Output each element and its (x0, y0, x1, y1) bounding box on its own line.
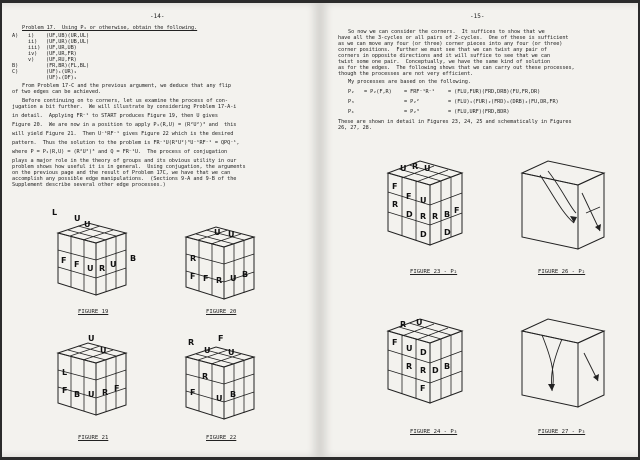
text-line: will yield Figure 21. Then U⁻¹RF⁻¹ gives Figure 22 which is the desired (12, 131, 234, 137)
text-line: corners in opposite directions and it will suffice to see that we can (338, 53, 551, 59)
handwritten-letter: D (444, 228, 451, 237)
handwritten-letter: B (444, 362, 451, 371)
text-line: Supplement describe several other edge processes.) (12, 182, 166, 188)
text-line: of two edges can be achieved. (12, 89, 102, 95)
handwritten-letter: F (62, 386, 68, 395)
handwritten-letter: U (214, 228, 221, 237)
figure-21-cube (50, 329, 140, 429)
figure-24-cube (380, 307, 476, 417)
handwritten-letter: B (444, 210, 451, 219)
list-number: ii) (28, 39, 38, 45)
list-number: i) (28, 33, 35, 39)
text-line: accomplish any possible edge manipulations. (Sections 9-A and 9-B of the (12, 176, 237, 182)
handwritten-letter: R (412, 162, 419, 171)
list-number: v) (28, 57, 35, 63)
list-label: A) (12, 33, 19, 39)
list-item: (UF)₁(UR)₁ (46, 69, 77, 75)
handwritten-letter: U (400, 164, 407, 173)
handwritten-letter: F (454, 206, 460, 215)
figure-caption: FIGURE 24 - P₃ (410, 429, 458, 435)
handwritten-letter: U (204, 346, 211, 355)
figure-caption: FIGURE 27 - P₃ (538, 429, 586, 435)
handwritten-letter: R (432, 212, 439, 221)
book-spread (2, 3, 638, 457)
handwritten-letter: D (420, 230, 427, 239)
handwritten-letter: U (420, 196, 427, 205)
text-line: twist some one pair. Conceptually, we have the same kind of solution (338, 59, 551, 65)
equation-result: = (FLU,URF)(FRD,BDR) (448, 109, 510, 115)
text-line: Before continuing on to corners, let us examine the process of con- (22, 98, 228, 104)
handwritten-letter: F (392, 182, 398, 191)
list-item: (UF,UR,FR) (46, 51, 77, 57)
list-item: (UF)₁(DF)₁ (46, 75, 77, 81)
handwritten-letter: B (74, 390, 81, 399)
handwritten-letter: U (424, 164, 431, 173)
right-page (320, 3, 638, 457)
handwritten-letter: R (420, 212, 427, 221)
text-line: So now we can consider the corners. It suffices to show that we (348, 29, 545, 35)
handwritten-letter: R (400, 320, 407, 329)
text-line: My processes are based on the following. (348, 79, 471, 85)
cube-drawing (58, 223, 126, 295)
handwritten-letter: R (392, 200, 399, 209)
text-line: though the processes are not very efficient. (338, 71, 474, 77)
cube-drawing (58, 343, 126, 415)
arrow-paths (540, 171, 601, 231)
text-line: as for the edges. The following shows that we can carry out these processes, (338, 65, 575, 71)
handwritten-letter: F (218, 334, 224, 343)
handwritten-letter: U (230, 274, 237, 283)
handwritten-letter: D (406, 210, 413, 219)
handwritten-letter: R (102, 388, 109, 397)
handwritten-letter: D (432, 366, 439, 375)
list-item: (UF,UR)(UB,UL) (46, 39, 90, 45)
handwritten-letter: B (130, 254, 137, 263)
handwritten-letter: U (228, 348, 235, 357)
handwritten-letter: F (61, 256, 67, 265)
figure-caption: FIGURE 20 (206, 309, 237, 315)
cube-drawing (186, 227, 254, 299)
text-line: 26, 27, 28. (338, 125, 372, 131)
handwritten-letter: F (420, 384, 426, 393)
list-label: C) (12, 69, 19, 75)
figure-22-cube (178, 333, 268, 429)
list-item: (UF,UR,UB) (46, 45, 77, 51)
figure-caption: FIGURE 26 - P₂ (538, 269, 586, 275)
handwritten-letter: U (228, 230, 235, 239)
handwritten-letter: F (203, 274, 209, 283)
list-label: B) (12, 63, 19, 69)
text-line: have all the 3-cycles or all pairs of 2-cycles. One of these is sufficient (338, 35, 569, 41)
figure-caption: FIGURE 21 (78, 435, 109, 441)
equation-rhs: = P₂³ (404, 109, 420, 115)
handwritten-letter: F (190, 272, 196, 281)
equation-mid: = P₂(F,R) (364, 89, 392, 95)
handwritten-letter: R (216, 276, 223, 285)
cube-outline (522, 319, 604, 407)
handwritten-letter: U (216, 394, 223, 403)
figure-19-cube (50, 203, 140, 303)
text-line: corner positions. Further we must see that we can twist any pair of (338, 47, 547, 53)
text-line: problem shows how useful it is in general. Using conjugation, the arguments (12, 164, 246, 170)
equation-lhs: P₄ (348, 109, 355, 115)
text-line: pattern. Thus the solution to the problem is FR⁻¹U(R²U²)³U⁻¹RF⁻¹ = QPQ⁻¹, (12, 140, 240, 146)
page-number: -15- (470, 13, 485, 20)
handwritten-letter: U (88, 390, 95, 399)
figure-caption: FIGURE 19 (78, 309, 109, 315)
arrow-paths (542, 335, 599, 391)
list-item: (FR,BR)(FL,BL) (46, 63, 90, 69)
handwritten-letter: R (190, 254, 197, 263)
handwritten-letter: U (110, 260, 117, 269)
handwritten-letter: R (188, 338, 195, 347)
handwritten-letter: U (100, 346, 107, 355)
handwritten-letter: F (406, 192, 412, 201)
handwritten-letter: L (62, 368, 68, 377)
figure-23-cube (380, 149, 476, 259)
text-line: as we can move any four (or three) corner pieces into any four (or three) (338, 41, 563, 47)
handwritten-letter: F (190, 388, 196, 397)
handwritten-letter: F (392, 338, 398, 347)
figure-caption: FIGURE 23 - P₂ (410, 269, 458, 275)
cube-drawing (186, 347, 254, 419)
handwritten-letter: U (84, 220, 91, 229)
handwritten-letter: U (87, 264, 94, 273)
problem-title: Problem 17. Using P₁ or otherwise, obtain the following. (22, 25, 198, 31)
text-line: where P = P₁(R,U) = (R²U²)³ and Q = FR⁻¹U. The process of conjugation (12, 149, 228, 155)
handwritten-letter: R (99, 264, 106, 273)
handwritten-letter: U (416, 318, 423, 327)
figure-caption: FIGURE 22 (206, 435, 237, 441)
handwritten-letter: B (242, 270, 249, 279)
handwritten-letter: U (74, 214, 81, 223)
text-line: plays a major role in the theory of groups and its obvious utility in our (12, 158, 237, 164)
handwritten-letter: U (88, 334, 95, 343)
figure-26-schematic (512, 153, 612, 257)
handwritten-letter: D (420, 348, 427, 357)
text-line: on the previous page and the result of Problem 17C, we have that we can (12, 170, 231, 176)
text-line: jugation a bit further. We will illustrate by considering Problem 17-A-i (12, 104, 237, 110)
handwritten-letter: F (114, 384, 120, 393)
handwritten-letter: R (420, 366, 427, 375)
list-item: (UF,RU,FR) (46, 57, 77, 63)
page-number: -14- (150, 13, 165, 20)
equation-rhs: = FRF⁻¹R⁻¹ (404, 89, 435, 95)
cube-outline (522, 161, 604, 249)
equation-lhs: P₃ (348, 99, 355, 105)
left-page (2, 3, 320, 457)
text-line: These are shown in detail in Figures 23, 24, 25 and schematically in Figures (338, 119, 572, 125)
list-number: iv) (28, 51, 38, 57)
list-item: (UF,UB)(UR,UL) (46, 33, 90, 39)
list-number: iii) (28, 45, 41, 51)
equation-result: = (FLU,FUR)(FRD,DRB)(FU,FR,DR) (448, 89, 541, 95)
handwritten-letter: U (406, 344, 413, 353)
figure-20-cube (178, 217, 268, 307)
handwritten-letter: F (74, 260, 80, 269)
handwritten-letter: B (230, 390, 237, 399)
text-line: From Problem 17-C and the previous argument, we deduce that any flip (22, 83, 231, 89)
text-line: in detail. Applying FR⁻¹ to START produces Figure 19, then U gives (12, 113, 218, 119)
figure-27-schematic (512, 311, 612, 415)
text-line: Figure 20. We are now in a position to apply P₁(R,U) = (R²U²)³ and this (12, 122, 237, 128)
handwritten-letter: L (52, 208, 58, 217)
handwritten-letter: R (406, 362, 413, 371)
equation-result: = (FLU)₁(FUR)₂(FRD)₁(DRB)₂(FU,DR,FR) (448, 99, 559, 105)
equation-rhs: = P₂² (404, 99, 420, 105)
handwritten-letter: R (202, 372, 209, 381)
equation-lhs: P₂ (348, 89, 355, 95)
